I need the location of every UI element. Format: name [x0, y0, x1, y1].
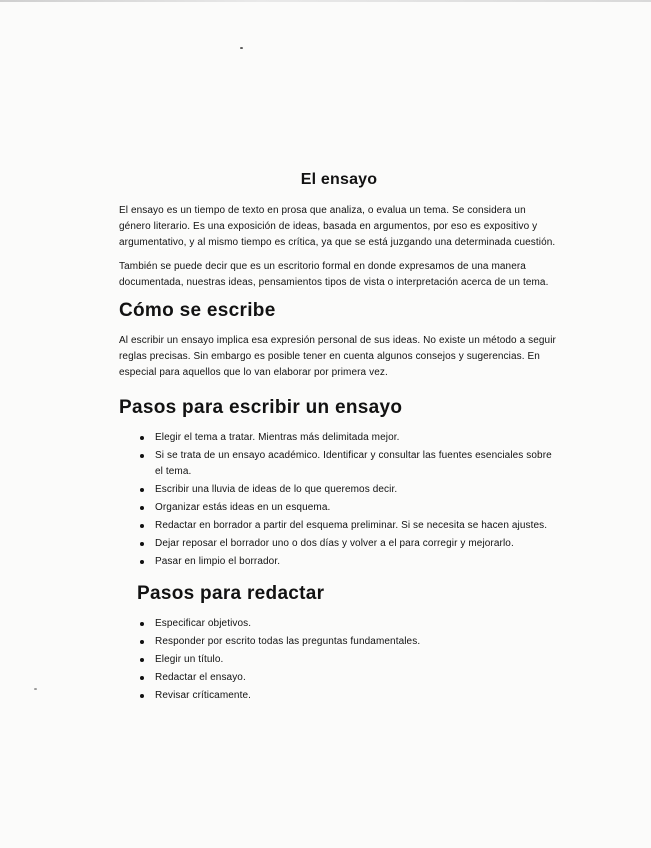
- list-item: Redactar en borrador a partir del esquema preliminar. Si se necesita se hacen ajustes.: [119, 518, 559, 534]
- scan-edge: [0, 0, 651, 2]
- document-title: El ensayo: [300, 171, 378, 188]
- list-item: Organizar estás ideas en un esquema.: [119, 500, 559, 516]
- section-heading-como-se-escribe: Cómo se escribe: [119, 300, 276, 321]
- intro-paragraph: El ensayo es un tiempo de texto en prosa que analiza, o evalua un tema. Se considera un género literario. Es una exposición de ideas, basada en argumentos, por eso es expositivo y argumentativo, y al mismo tiempo es crítica, ya que se está juzgando una determinada cuestión.: [119, 205, 556, 248]
- steps-list-escribir: [119, 430, 559, 570]
- list-item: Elegir el tema a tratar. Mientras más delimitada mejor.: [119, 430, 559, 446]
- document-body: [119, 171, 559, 706]
- scan-speck: [240, 47, 243, 49]
- list-item: Si se trata de un ensayo académico. Identificar y consultar las fuentes esenciales sobre el tema.: [119, 448, 559, 480]
- section-heading-pasos-redactar: Pasos para redactar: [137, 583, 325, 604]
- section-paragraph: Al escribir un ensayo implica esa expresión personal de sus ideas. No existe un método a seguir reglas precisas. Sin embargo es posible tener en cuenta algunos consejos y sugerencias. En especial para aquellos que lo van elaborar por primera vez.: [119, 335, 556, 378]
- scan-speck: [34, 688, 37, 690]
- list-item: Responder por escrito todas las preguntas fundamentales.: [119, 634, 559, 650]
- list-item: Dejar reposar el borrador uno o dos días y volver a el para corregir y mejorarlo.: [119, 536, 559, 552]
- list-item: Redactar el ensayo.: [119, 670, 559, 686]
- list-item: Pasar en limpio el borrador.: [119, 554, 559, 570]
- list-item: Escribir una lluvia de ideas de lo que queremos decir.: [119, 482, 559, 498]
- list-item: Elegir un título.: [119, 652, 559, 668]
- list-item: Revisar críticamente.: [119, 688, 559, 704]
- list-item: Especificar objetivos.: [119, 616, 559, 632]
- section-heading-pasos-escribir: Pasos para escribir un ensayo: [119, 397, 403, 418]
- steps-list-redactar: [119, 616, 559, 704]
- intro-paragraph: También se puede decir que es un escritorio formal en donde expresamos de una manera documentada, nuestras ideas, pensamientos tipos de vista o interpretación acerca de un tema.: [119, 261, 549, 288]
